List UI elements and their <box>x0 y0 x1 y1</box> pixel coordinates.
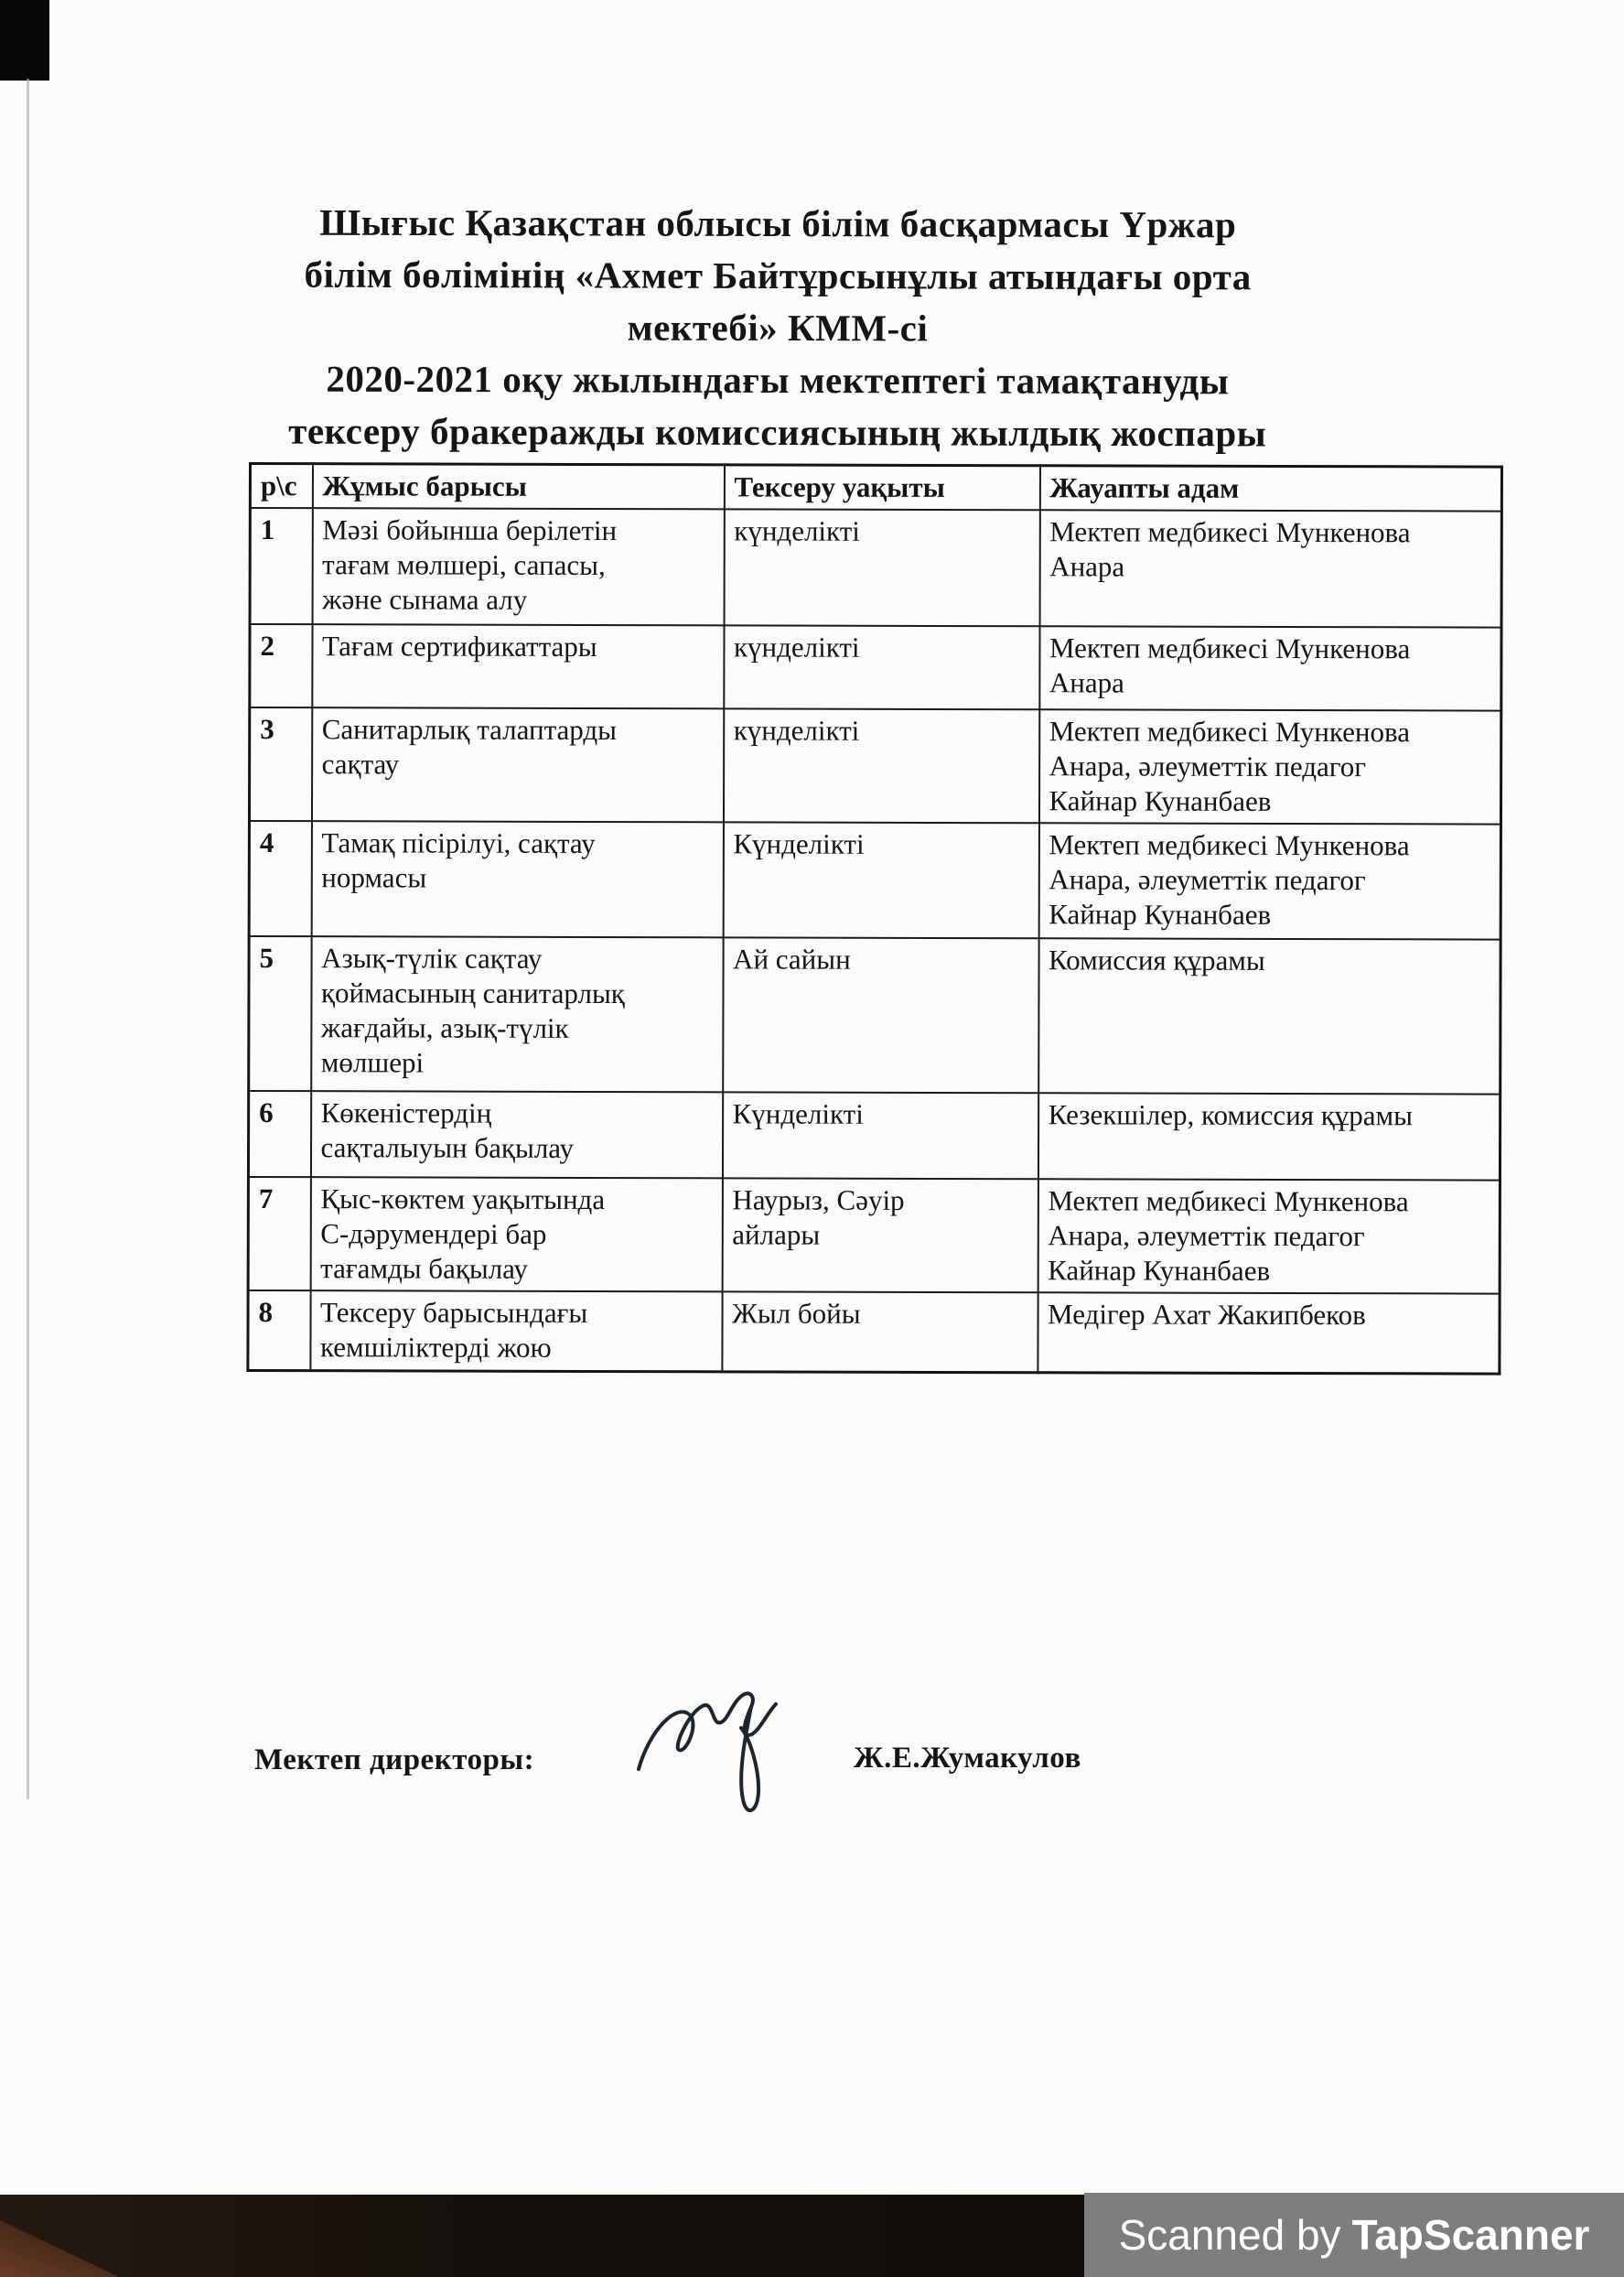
table-row <box>248 1091 1500 1181</box>
row-time: күнделікті <box>723 708 1038 823</box>
header-time: Тексеру уақыты <box>724 465 1039 510</box>
row-num: 1 <box>250 508 312 624</box>
row-num: 2 <box>250 624 312 707</box>
tapscanner-watermark <box>1084 2193 1624 2277</box>
signature-handwriting <box>629 1682 822 1842</box>
row-num: 8 <box>248 1290 310 1370</box>
row-num: 5 <box>249 936 311 1091</box>
row-task: Тамақ пісірілуі, сақтау нормасы <box>311 821 723 937</box>
director-label: Мектеп директоры: <box>254 1743 535 1776</box>
scan-edge-line <box>27 79 29 1799</box>
row-num: 7 <box>248 1177 310 1290</box>
title-line-1: Шығыс Қазақстан облысы білім басқармасы Үржар <box>319 200 1237 246</box>
table-row <box>250 624 1501 711</box>
table-row <box>249 707 1500 825</box>
row-responsible: Комиссия құрамы <box>1038 938 1500 1094</box>
annual-plan-table <box>246 462 1503 1375</box>
row-task: Мәзі бойынша берілетін тағам мөлшері, сапасы, және сынама алу <box>312 508 724 625</box>
row-task: Азық-түлік сақтау қоймасының санитарлық жағдайы, азық-түлік мөлшері <box>311 936 723 1092</box>
subtitle-line-2: тексеру бракеражды комиссиясының жылдық жоспары <box>288 409 1267 455</box>
scan-bottom-corner <box>0 2220 119 2277</box>
table-row <box>249 821 1500 940</box>
title-line-3: мектебі» КММ-сі <box>627 306 929 350</box>
row-responsible: Медігер Ахат Жакипбеков <box>1038 1292 1500 1373</box>
row-time: күнделікті <box>724 509 1039 626</box>
row-task: Санитарлық талаптарды сақтау <box>311 707 723 822</box>
document-title <box>110 196 1447 460</box>
row-time: күнделікті <box>724 625 1039 709</box>
director-name: Ж.Е.Жумакулов <box>854 1742 1081 1775</box>
header-num: р\с <box>250 464 312 509</box>
table-header-row <box>250 464 1501 512</box>
row-task: Тексеру барысындағы кемшіліктерді жою <box>310 1290 722 1371</box>
title-line-2: білім бөлімінің «Ахмет Байтұрсынұлы атындағы орта <box>304 253 1252 298</box>
row-responsible: Мектеп медбикесі Мункенова Анара, әлеуметтік педагог Кайнар Кунанбаев <box>1038 709 1500 824</box>
header-task: Жұмыс барысы <box>312 464 724 510</box>
watermark-text: Scanned by <box>1118 2211 1341 2259</box>
subtitle-line-1: 2020-2021 оқу жылындағы мектептегі тамақтануды <box>326 357 1230 403</box>
row-num: 4 <box>249 821 311 936</box>
table-row <box>249 936 1500 1095</box>
watermark-brand: TapScanner <box>1351 2211 1590 2259</box>
table-row <box>248 1290 1500 1374</box>
row-time: Наурыз, Сәуір айлары <box>722 1178 1038 1292</box>
row-task: Қыс-көктем уақытында С-дәрумендері бар тағамды бақылау <box>310 1177 722 1291</box>
row-num: 3 <box>249 707 311 821</box>
row-responsible: Мектеп медбикесі Мункенова Анара, әлеуметтік педагог Кайнар Кунанбаев <box>1038 1179 1500 1293</box>
table-row <box>248 1177 1500 1294</box>
row-responsible: Мектеп медбикесі Мункенова Анара <box>1039 510 1501 627</box>
row-time: Күнделікті <box>722 1092 1038 1179</box>
row-num: 6 <box>248 1091 310 1177</box>
scan-corner-artifact <box>0 0 49 81</box>
header-responsible: Жауапты адам <box>1039 466 1501 512</box>
row-time: Жыл бойы <box>722 1291 1038 1372</box>
table-row <box>250 508 1501 628</box>
row-responsible: Мектеп медбикесі Мункенова Анара <box>1039 626 1501 710</box>
row-time: Ай сайын <box>723 937 1038 1093</box>
row-task: Көкеністердің сақталыуын бақылау <box>310 1091 722 1178</box>
row-responsible: Кезекшілер, комиссия құрамы <box>1038 1093 1500 1180</box>
row-responsible: Мектеп медбикесі Мункенова Анара, әлеуметтік педагог Кайнар Кунанбаев <box>1038 823 1500 939</box>
row-time: Күнделікті <box>723 822 1038 938</box>
row-task: Тағам сертификаттары <box>312 624 724 708</box>
